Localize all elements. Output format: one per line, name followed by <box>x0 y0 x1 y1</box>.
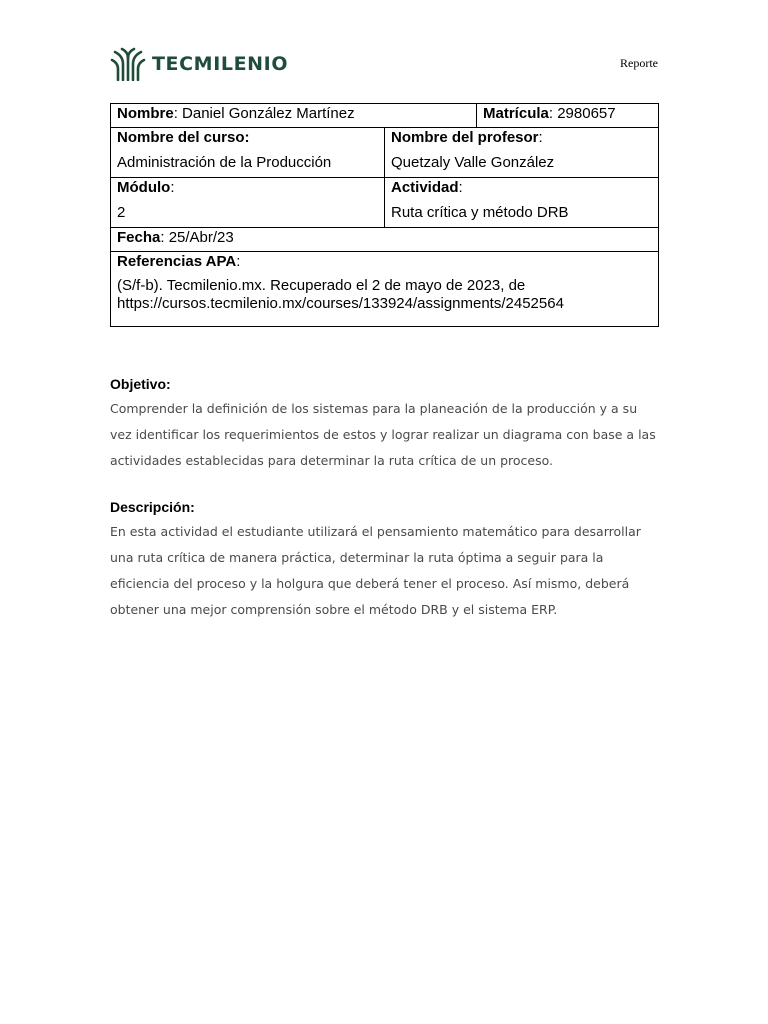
curso-cell <box>111 128 385 178</box>
matricula-label: Matrícula <box>483 105 549 122</box>
profesor-label: Nombre del profesor <box>391 129 539 146</box>
actividad-cell <box>385 178 659 228</box>
tecmilenio-logo <box>110 47 288 81</box>
student-info-table <box>110 103 659 327</box>
objetivo-section <box>110 376 658 474</box>
nombre-value: : Daniel González Martínez <box>173 105 355 122</box>
actividad-label: Actividad <box>391 179 459 196</box>
profesor-value: Quetzaly Valle González <box>391 154 555 171</box>
nombre-label: Nombre <box>117 105 174 122</box>
referencias-label: Referencias APA <box>117 253 237 270</box>
referencias-cell <box>111 252 659 327</box>
table-row <box>111 128 659 178</box>
objetivo-text: Comprender la definición de los sistemas para la planeación de la producción y a su vez identificar los requerimientos de estos y lograr realizar un diagrama con base a las actividades establecidas para determinar la ruta crítica de un proceso. <box>110 401 656 468</box>
brand-name: TECMILENIO <box>152 53 289 75</box>
curso-label: Nombre del curso: <box>117 129 250 146</box>
fecha-label: Fecha <box>117 229 161 246</box>
table-row <box>111 104 659 128</box>
profesor-suffix: : <box>538 129 543 146</box>
nombre-cell <box>111 104 477 128</box>
modulo-label: Módulo <box>117 179 171 196</box>
actividad-value: Ruta crítica y método DRB <box>391 204 569 221</box>
report-label: Reporte <box>620 56 658 70</box>
descripcion-section <box>110 499 658 623</box>
curso-value: Administración de la Producción <box>117 154 332 171</box>
tecmilenio-tree-icon <box>110 47 146 81</box>
matricula-cell <box>477 104 659 128</box>
referencias-url: https://cursos.tecmilenio.mx/courses/133924/assignments/2452564 <box>117 295 564 312</box>
referencias-line-1: (S/f-b). Tecmilenio.mx. Recuperado el 2 de mayo de 2023, de <box>117 277 526 294</box>
modulo-value: 2 <box>117 204 126 221</box>
page-header <box>0 0 768 100</box>
referencias-suffix: : <box>236 253 241 270</box>
table-row <box>111 228 659 252</box>
objetivo-heading: Objetivo: <box>110 376 171 392</box>
table-row <box>111 178 659 228</box>
profesor-cell <box>385 128 659 178</box>
modulo-cell <box>111 178 385 228</box>
actividad-suffix: : <box>458 179 463 196</box>
fecha-value: : 25/Abr/23 <box>160 229 234 246</box>
matricula-value: : 2980657 <box>548 105 616 122</box>
descripcion-text: En esta actividad el estudiante utilizará el pensamiento matemático para desarrollar una ruta crítica de manera práctica, determinar la ruta óptima a seguir para la eficiencia del proceso y la holgura que deberá tener el proceso. Así mismo, deberá obtener una mejor comprensión sobre el método DRB y el sistema ERP. <box>110 524 641 617</box>
descripcion-heading: Descripción: <box>110 499 195 515</box>
modulo-suffix: : <box>170 179 175 196</box>
table-row <box>111 252 659 327</box>
fecha-cell <box>111 228 659 252</box>
